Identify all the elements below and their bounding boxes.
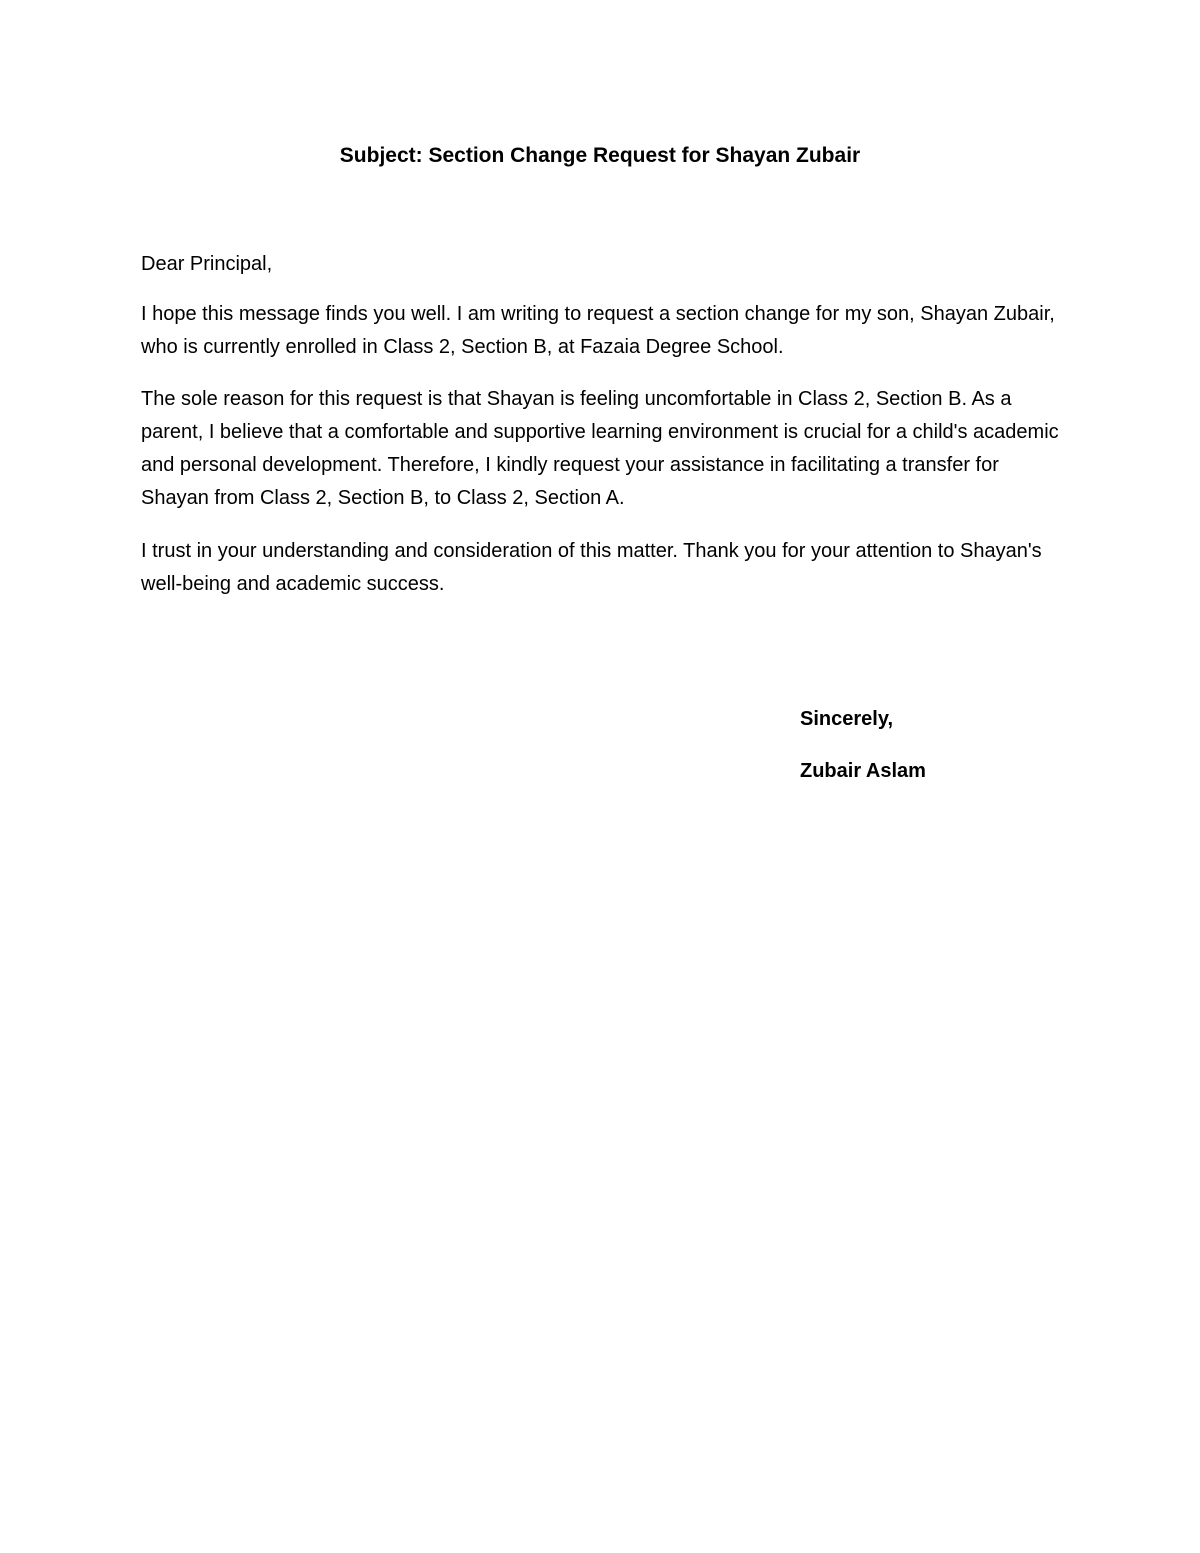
letter-paragraph-2: The sole reason for this request is that Shayan is feeling uncomfortable in Class 2, Section B. As a parent, I believe that a comfortable and supportive learning environment is crucial for a child's academic and personal development. Therefore, I kindly request your assistance in facilitating a transfer for Shayan from Class 2, Section B, to Class 2, Section A. [141,388,1059,509]
letter-subject: Subject: Section Change Request for Shayan Zubair [339,144,861,167]
letter-signer: Zubair Aslam [800,760,926,782]
letter-paragraph-1: I hope this message finds you well. I am writing to request a section change for my son, Shayan Zubair, who is currently enrolled in Class 2, Section B, at Fazaia Degree School. [141,303,1055,358]
letter-paragraph-3: I trust in your understanding and consideration of this matter. Thank you for your attention to Shayan's well-being and academic success. [141,540,1042,595]
letter-closing: Sincerely, [800,708,894,730]
letter-salutation: Dear Principal, [141,253,273,275]
